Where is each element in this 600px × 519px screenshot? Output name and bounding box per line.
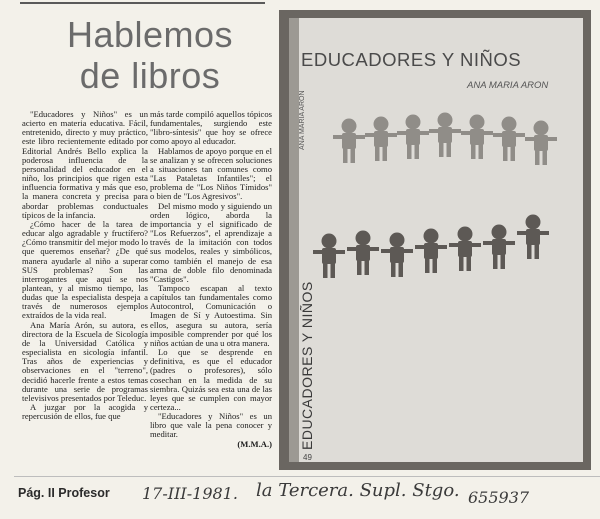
handwritten-source: la Tercera. Supl. Stgo. [256, 480, 460, 501]
paragraph: Ana María Arón, su autora, es directora de la Escuela de Sicología de la Universidad Católica y especialista en sicología infantil. Tras años de experiencias y observaciones en el "terreno", decidió hacerle frente a estos temas durante una serie de programas televisivos presentados por Teleduc. [22, 319, 148, 403]
headline [30, 14, 270, 96]
paragraph: "Educadores y Niños" es un acierto en materia educativa. Fácil, entretenido, directo y muy práctico, este libro recientemente editado por Editorial Andrés Bello explica la poderosa influencia de la personalidad del educador en el niño, los principios que rigen esta influencia formativa y más que eso, la manera concreta y precisa para abordar problemas conductuales típicos de la infancia. [22, 109, 148, 220]
paragraph: A juzgar por la acogida y repercusión de ellos, fue que [22, 402, 148, 422]
article-signature: (M.M.A.) [237, 438, 272, 449]
paragraph: Del mismo modo y siguiendo un orden lógico, aborda la importancia y el significado de "Los Refuerzos", el aprendizaje a través de la imitación con todos sus modelos, reales y simbólicos, como también el manejo de esa arma de doble filo denominada "Castigos". [150, 200, 272, 284]
book-author: ANA MARIA ARON [467, 80, 549, 91]
paragraph: ¿Cómo hacer de la tarea de educar algo agradable y fructífero? ¿Cómo transmitir del mejor modo lo que queremos enseñar? ¿De qué manera ayudarle al niño a superar SUS problemas? Son las interrogantes que aquí se nos plantean, y al mismo tiempo, las dudas que la especialista despeja a través de numerosos ejemplos extraídos de la vida real. [22, 218, 148, 321]
spine-author: ANA MARIA ARON [299, 90, 306, 150]
handwritten-code: 655937 [468, 488, 530, 507]
book-spine-shadow [289, 18, 299, 462]
headline-line-1: Hablemos [66, 14, 234, 55]
article-column-2 [150, 110, 272, 449]
top-rule [20, 2, 265, 4]
book-title: EDUCADORES Y NIÑOS [301, 49, 522, 70]
book-cover-photo [279, 10, 591, 470]
paragraph: Hablamos de apoyo porque en el se analizan y se ofrecen soluciones a situaciones tan comunes como "Las Pataletas Infantiles"; el problema de "Los Niños Tímidos" o bien de "Los Agresivos". [150, 145, 272, 202]
handwritten-date: 17-III-1981. [142, 484, 238, 503]
page-label: Pág. II Profesor [18, 486, 110, 500]
book-cover-illustration [279, 10, 591, 470]
spine-number: 49 [303, 453, 312, 462]
paragraph: más tarde compiló aquellos tópicos fundamentales, surgiendo este "libro-síntesis" que hoy se ofrece como apoyo al educador. [150, 109, 272, 147]
footer-rule [14, 476, 600, 477]
paragraph: Tampoco escapan al texto capítulos tan fundamentales como Autocontrol, Comunicación o Imagen de Sí y Autoestima. Sin ellos, asegura su autora, sería imposible comprender por qué los niños actúan de una u otra manera. [150, 282, 272, 348]
spine-title: EDUCADORES Y NIÑOS [299, 281, 315, 450]
paragraph: Lo que se desprende en definitiva, es que el educador (padres o profesores), sólo cosechan en la medida de su siembra. Quizás sea esta una de las leyes que se cumplen con mayor certeza... [150, 347, 272, 412]
paragraph: "Educadores y Niños" es un libro que vale la pena conocer y meditar. [150, 411, 272, 440]
headline-line-2: de libros [79, 55, 221, 96]
article-column-1 [22, 110, 148, 421]
